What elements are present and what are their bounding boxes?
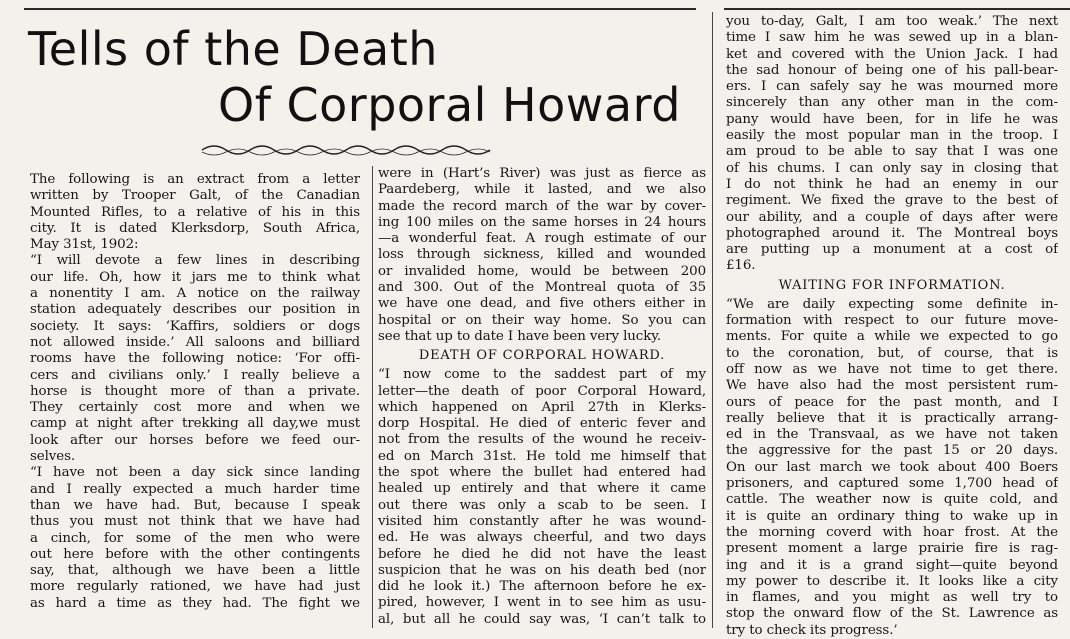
article-text-line: ed on March 31st. He told me himself that bbox=[378, 448, 706, 464]
article-text-line: “I will devote a few lines in describing bbox=[30, 253, 360, 269]
article-text-line: see that up to date I have been very lucky. bbox=[378, 328, 662, 344]
section-subheading: WAITING FOR INFORMATION. bbox=[778, 277, 1006, 293]
article-text-line: I do not think he had an enemy in our bbox=[726, 176, 1058, 192]
article-text-line: more regularly rationed, we have had just bbox=[30, 579, 360, 595]
article-column-2 bbox=[378, 166, 706, 628]
article-text-line: before he died he did not have the least bbox=[378, 546, 706, 562]
article-text-line: prisoners, and captured some 1,700 head of bbox=[726, 476, 1058, 492]
article-text-line: healed up entirely and that where it came bbox=[378, 481, 706, 497]
article-text-line: letter—the death of poor Corporal Howard, bbox=[378, 383, 706, 399]
article-text-line: out here before with the other contingents bbox=[30, 546, 360, 562]
article-text-line: did he look it.) The afternoon before he ex- bbox=[378, 579, 706, 595]
article-text-line: suspicion that he was on his death bed (nor bbox=[378, 562, 706, 578]
article-text-line: We have also had the most persistent rum- bbox=[726, 378, 1058, 394]
article-text-line: “We are daily expecting some definite in- bbox=[726, 296, 1058, 312]
article-column-3 bbox=[726, 14, 1058, 639]
article-text-line: May 31st, 1902: bbox=[30, 237, 139, 253]
article-text-line: visited him constantly after he was wound- bbox=[378, 513, 706, 529]
headline-line-2 bbox=[218, 78, 681, 132]
article-text-line: city. It is dated Klerksdorp, South Africa, bbox=[30, 220, 360, 236]
article-text-line: dorp Hospital. He died of enteric fever and bbox=[378, 416, 706, 432]
article-text-line: hospital or on their way home. So you can bbox=[378, 312, 706, 328]
article-text-line: ours of peace for the past month, and I bbox=[726, 394, 1058, 410]
article-text-line: £16. bbox=[726, 258, 756, 274]
article-text-line: you to-day, Galt, I am too weak.’ The next bbox=[726, 14, 1058, 29]
article-text-line: ed. He was always cheerful, and two days bbox=[378, 530, 706, 546]
article-text-line: Paardeberg, while it lasted, and we also bbox=[378, 182, 706, 198]
top-rule bbox=[24, 8, 696, 10]
article-text-line: a nonentity I am. A notice on the railway bbox=[30, 286, 360, 302]
article-text-line: try to check its progress.’ bbox=[726, 622, 898, 638]
article-text-line: ed in the Transvaal, as we have not taken bbox=[726, 427, 1058, 443]
article-text-line: and I really expected a much harder time bbox=[30, 481, 360, 497]
article-text-line: look after our horses before we feed our- bbox=[30, 432, 360, 448]
headline-line-2-text: Of Corporal Howard bbox=[218, 78, 681, 132]
article-text-line: al, but all he could say was, ‘I can’t talk to bbox=[378, 611, 706, 627]
article-text-line: present moment a large prairie fire is rag- bbox=[726, 541, 1058, 557]
article-text-line: of his chums. I can only say in closing that bbox=[726, 160, 1058, 176]
article-text-line: selves. bbox=[30, 449, 75, 465]
article-text-line: cers and civilians only.’ I really believe a bbox=[30, 367, 360, 383]
headline-line-1-text: Tells of the Death bbox=[28, 22, 438, 76]
decorative-flourish bbox=[200, 138, 500, 162]
article-text-line: not from the results of the wound he receiv- bbox=[378, 432, 706, 448]
article-text-line: we have one dead, and five others either in bbox=[378, 296, 706, 312]
top-rule-right bbox=[724, 8, 1070, 10]
article-text-line: cattle. The weather now is quite cold, and bbox=[726, 492, 1058, 508]
article-text-line: On our last march we took about 400 Boers bbox=[726, 459, 1058, 475]
article-text-line: station adequately describes our position in bbox=[30, 302, 360, 318]
article-text-line: the sad honour of being one of his pall-bear- bbox=[726, 62, 1058, 78]
article-text-line: my power to describe it. It looks like a city bbox=[726, 573, 1058, 589]
article-text-line: easily the most popular man in the troop. I bbox=[726, 128, 1058, 144]
article-column-1 bbox=[30, 172, 360, 612]
article-text-line: am proud to be able to say that I was one bbox=[726, 144, 1058, 160]
article-text-line: They certainly cost more and when we bbox=[30, 400, 360, 416]
article-text-line: in flames, and you might as well try to bbox=[726, 590, 1058, 606]
article-text-line: really believe that it is practically arrang- bbox=[726, 410, 1058, 426]
article-text-line: our ability, and a couple of days after were bbox=[726, 209, 1058, 225]
article-text-line: the spot where the bullet had entered had bbox=[378, 465, 706, 481]
article-text-line: thus you must not think that we have had bbox=[30, 514, 360, 530]
article-text-line: pany would have been, for in life he was bbox=[726, 111, 1058, 127]
article-text-line: society. It says: ‘Kaffirs, soldiers or dogs bbox=[30, 318, 360, 334]
article-text-line: out there was only a scab to be seen. I bbox=[378, 497, 706, 513]
article-text-line: stop the onward flow of the St. Lawrence as bbox=[726, 606, 1058, 622]
article-text-line: than we have had. But, because I speak bbox=[30, 497, 360, 513]
article-text-line: loss through sickness, killed and wounded bbox=[378, 247, 706, 263]
article-text-line: The following is an extract from a letter bbox=[30, 172, 360, 187]
article-text-line: our life. Oh, how it jars me to think what bbox=[30, 269, 360, 285]
article-text-line: which happened on April 27th in Klerks- bbox=[378, 399, 706, 415]
headline-line-1 bbox=[28, 22, 438, 76]
article-text-line: a cinch, for some of the men who were bbox=[30, 530, 360, 546]
article-text-line: formation with respect to our future move- bbox=[726, 313, 1058, 329]
article-text-line: ing 100 miles on the same horses in 24 hours bbox=[378, 214, 706, 230]
article-text-line: Mounted Rifles, to a relative of his in this bbox=[30, 204, 360, 220]
article-text-line: rooms have the following notice: ‘For offi- bbox=[30, 351, 360, 367]
article-text-line: it is quite an ordinary thing to wake up in bbox=[726, 508, 1058, 524]
article-text-line: made the record march of the war by cover- bbox=[378, 198, 706, 214]
article-text-line: say, that, although we have been a little bbox=[30, 563, 360, 579]
article-text-line: the aggressive for the past 15 or 20 days. bbox=[726, 443, 1058, 459]
article-text-line: to the coronation, but, of course, that is bbox=[726, 345, 1058, 361]
column-divider-1 bbox=[372, 166, 373, 628]
article-text-line: horse is thought more of than a private. bbox=[30, 383, 360, 399]
article-text-line: as hard a time as they had. The fight we bbox=[30, 595, 360, 611]
article-text-line: time I saw him he was sewed up in a blan- bbox=[726, 30, 1058, 46]
article-text-line: or invalided home, would be between 200 bbox=[378, 263, 706, 279]
article-text-line: “I now come to the saddest part of my bbox=[378, 367, 706, 383]
article-text-line: are putting up a monument at a cost of bbox=[726, 242, 1058, 258]
article-text-line: written by Trooper Galt, of the Canadian bbox=[30, 188, 360, 204]
column-divider-2 bbox=[712, 12, 713, 628]
article-text-line: ket and covered with the Union Jack. I had bbox=[726, 46, 1058, 62]
article-text-line: ments. For quite a while we expected to go bbox=[726, 329, 1058, 345]
article-text-line: off now as we have not time to get there. bbox=[726, 361, 1058, 377]
section-subheading: DEATH OF CORPORAL HOWARD. bbox=[418, 348, 666, 364]
article-text-line: “I have not been a day sick since landing bbox=[30, 465, 360, 481]
article-text-line: pired, however, I went in to see him as usu- bbox=[378, 595, 706, 611]
article-text-line: —a wonderful feat. A rough estimate of our bbox=[378, 231, 706, 247]
article-text-line: photographed around it. The Montreal boys bbox=[726, 225, 1058, 241]
article-text-line: ers. I can safely say he was mourned more bbox=[726, 79, 1058, 95]
article-text-line: camp at night after trekking all day,we must bbox=[30, 416, 360, 432]
article-text-line: regiment. We fixed the grave to the best of bbox=[726, 193, 1058, 209]
article-text-line: not allowed inside.’ All saloons and billiard bbox=[30, 334, 360, 350]
article-text-line: were in (Hart’s River) was just as fierce as bbox=[378, 166, 706, 181]
article-text-line: and 300. Out of the Montreal quota of 35 bbox=[378, 280, 706, 296]
article-text-line: ing and it is a grand sight—quite beyond bbox=[726, 557, 1058, 573]
article-text-line: sincerely than any other man in the com- bbox=[726, 95, 1058, 111]
article-text-line: the morning coverd with hoar frost. At the bbox=[726, 524, 1058, 540]
